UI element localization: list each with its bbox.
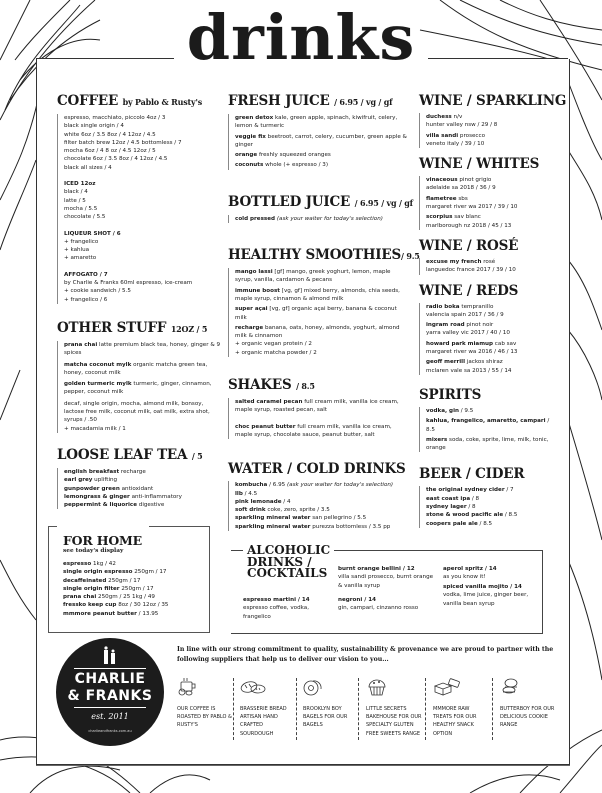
menu-item: veggie fix beetroot, carrot, celery, cucumber, green apple & ginger — [235, 133, 407, 148]
page-title: drinks — [186, 1, 416, 74]
menu-item: prana chai latte premium black tea, honey, ginger & 9 spices — [64, 341, 221, 357]
coffee-line: white 6oz / 3.5 8oz / 4 12oz / 4.5 — [64, 131, 156, 138]
coffee-heading: COFFEE by Pablo & Rusty's — [57, 93, 203, 109]
cocktails-heading: ALCOHOLIC DRINKS / COCKTAILS — [243, 545, 334, 580]
menu-item: sydney lager / 8 — [426, 504, 476, 511]
supplier-divider — [296, 678, 297, 740]
supplier-divider — [358, 678, 359, 740]
rose-section — [419, 258, 559, 275]
other-stuff-heading: OTHER STUFF 12OZ / 5 — [57, 319, 208, 336]
menu-item: coconuts whole (+ espresso / 3) — [235, 162, 328, 169]
bottled-juice-section — [228, 215, 408, 223]
other-stuff-section — [57, 341, 222, 433]
wine-detail: marlborough nz 2018 / 45 / 13 — [426, 222, 512, 229]
menu-item: super açai [vg, gf] organic açai berry, banana & coconut milk — [235, 306, 397, 321]
menu-item: coopers pale ale / 8.5 — [426, 520, 493, 527]
wine-item: excuse my french rosé — [426, 258, 496, 265]
menu-item: mixers soda, coke, sprite, lime, milk, tonic, orange — [426, 436, 549, 452]
macadamia-line: + macadamia milk / 1 — [64, 425, 126, 432]
wine-detail: yarra valley vic 2017 / 40 / 10 — [426, 330, 510, 337]
wine-item: vinaceous pinot grigio — [426, 177, 492, 184]
cocktail-item: burnt orange bellini / 12 villa sandi prosecco, burnt orange & vanilla syrup — [338, 566, 434, 589]
coffee-line: espresso, macchiato, piccolo 4oz / 3 — [64, 115, 166, 121]
water-heading: WATER / COLD DRINKS — [228, 461, 406, 478]
menu-item: english breakfast recharge — [64, 468, 146, 475]
menu-item: salted caramel pecan full cream milk, vanilla ice cream, maple syrup, roasted pecan, salt — [235, 399, 399, 414]
menu-item: the original sydney cider / 7 — [426, 487, 514, 494]
beer-section — [419, 486, 559, 527]
menu-item: single origin espresso 250gm / 17 — [63, 569, 167, 576]
wine-item: ingram road pinot noir — [426, 322, 494, 329]
wine-detail: hunter valley nsw / 29 / 8 — [426, 122, 498, 129]
for-home-subheading: see today's display — [63, 548, 124, 554]
supplier-item: BROOKLYN BOY BAGELS FOR OUR BAGELS — [303, 676, 359, 730]
wine-detail: mclaren vale sa 2013 / 55 / 14 — [426, 367, 512, 374]
menu-item: vodka, gin / 9.5 — [426, 407, 474, 414]
menu-item: soft drink coke, zero, sprite / 3.5 — [235, 507, 330, 514]
menu-item: mmmore peanut butter / 13.95 — [63, 610, 159, 617]
menu-item: matcha coconut mylk organic matcha green tea, honey, coconut milk — [64, 361, 208, 376]
menu-item: sparkling mineral water purezza bottomless / 3.5 pp — [235, 523, 391, 530]
middle-column — [228, 93, 420, 549]
menu-item: choc peanut butter full cream milk, vanilla ice cream, maple syrup, chocolate sauce, peanut butter, salt — [235, 423, 392, 438]
menu-item: kombucha / 6.95 (ask your waiter for today's selection) — [235, 482, 394, 489]
coffee-line: mocha 6oz / 4 8 oz / 4.5 12oz / 5 — [64, 148, 156, 155]
supplier-item: OUR COFFEE IS ROASTED BY PABLO & RUSTY'S — [177, 676, 233, 730]
smoothies-section — [228, 268, 408, 357]
wine-item: scorpius sav blanc — [426, 214, 481, 221]
coffee-line: chocolate 6oz / 3.5 8oz / 4 12oz / 4.5 — [64, 156, 168, 163]
supplier-divider — [425, 678, 426, 740]
two-figures-icon — [102, 646, 118, 664]
wine-item: geoff merrill jackos shiraz — [426, 359, 503, 366]
iced-line: mocha / 5.5 — [64, 205, 98, 212]
supplier-item: BUTTERBOY FOR OUR DELICIOUS COOKIE RANGE — [500, 676, 556, 730]
sparkling-heading: WINE / SPARKLING — [419, 93, 567, 109]
menu-item: green detox kale, green apple, spinach, kiwifruit, celery, lemon & turmeric — [235, 115, 398, 130]
menu-item: prana chai 250gm / 25 1kg / 49 — [63, 594, 155, 601]
reds-heading: WINE / REDS — [419, 282, 519, 299]
sparkling-section — [419, 113, 559, 148]
coffee-cup-icon — [177, 677, 199, 697]
affogato-line: + cookie sandwich / 5.5 — [64, 288, 131, 295]
addon-line: + organic vegan protein / 2 — [235, 341, 312, 348]
cocktail-item: aperol spritz / 14 as you know it! — [443, 566, 497, 581]
menu-item: east coast ipa / 8 — [426, 495, 480, 502]
liqueur-line: + amaretto — [64, 255, 97, 262]
liqueur-line: + kahlua — [64, 247, 90, 254]
affogato-heading: AFFOGATO / 7 — [64, 271, 108, 278]
coffee-line: black all sizes / 4 — [64, 164, 112, 171]
menu-item: decaffeinated 250gm / 17 — [63, 577, 141, 584]
menu-item: espresso 1kg / 42 — [63, 561, 116, 567]
menu-item: lemongrass & ginger anti-inflammatory — [64, 493, 182, 500]
menu-item: llb / 4.5 — [235, 490, 258, 497]
menu-item: fressko keep cup 8oz / 30 12oz / 35 — [63, 602, 169, 609]
cupcake-icon — [366, 677, 388, 697]
shakes-heading: SHAKES / 8.5 — [228, 377, 315, 394]
for-home-box — [48, 526, 210, 633]
menu-item: stone & wood pacific ale / 8.5 — [426, 512, 518, 519]
menu-item: recharge banana, oats, honey, almonds, yoghurt, almond milk & cinnamon — [235, 324, 400, 340]
wine-detail: adelaide sa 2018 / 36 / 9 — [426, 185, 496, 192]
logo-line1: CHARLIE — [74, 671, 146, 687]
wine-detail: margaret river wa 2016 / 46 / 13 — [426, 349, 518, 356]
menu-item: peppermint & liquorice digestive — [64, 502, 165, 509]
right-column — [419, 93, 567, 546]
wine-item: villa sandi prosecco — [426, 132, 485, 139]
reds-section — [419, 303, 559, 375]
logo-url: charlieandfranks.com.au — [88, 729, 132, 733]
fresh-juice-heading: FRESH JUICE / 6.95 / vg / gf — [228, 93, 393, 109]
logo-established: est. 2011 — [91, 712, 129, 721]
logo-line2: & FRANKS — [67, 688, 153, 704]
spirits-heading: SPIRITS — [419, 386, 482, 403]
wine-detail: margaret river wa 2017 / 39 / 10 — [426, 204, 518, 211]
bottled-juice-heading: BOTTLED JUICE / 6.95 / vg / gf — [228, 193, 413, 210]
wine-item: duchess n/v — [426, 114, 463, 120]
liqueur-line: + frangelico — [64, 238, 99, 245]
menu-item: kahlua, frangelico, amaretto, campari / 8.5 — [426, 418, 550, 433]
supplier-item: MMMORE RAW TREATS FOR OUR HEALTHY SNACK OPTION — [433, 676, 489, 738]
wine-detail: valencia spain 2017 / 36 / 9 — [426, 311, 504, 318]
extras-line: decaf, single origin, mocha, almond milk, bonsoy, lactose free milk, coconut milk, oat milk, extra shot, syrups / .50 — [64, 400, 210, 424]
iced-line: chocolate / 5.5 — [64, 214, 106, 221]
supplier-item: BRASSERIE BREAD ARTISAN HAND CRAFTED SOURDOUGH — [240, 676, 296, 738]
affogato-line: by Charlie & Franks 60ml espresso, ice-cream — [64, 280, 193, 287]
cocktails-box — [231, 543, 543, 634]
cocktail-item: negroni / 14 gin, campari, cinzanno rosso — [338, 597, 419, 612]
supplier-divider — [492, 678, 493, 740]
cocktail-item: espresso martini / 14 espresso coffee, vodka, frangelico — [243, 597, 310, 620]
cocktail-item: spiced vanilla mojito / 14 vodka, lime juice, ginger beer, vanilla bean syrup — [443, 584, 529, 607]
wine-item: radio boka tempranillo — [426, 303, 494, 310]
wine-detail: veneto italy / 39 / 10 — [426, 140, 485, 147]
coffee-section — [57, 114, 222, 304]
beer-heading: BEER / CIDER — [419, 466, 525, 483]
menu-item: golden turmeric mylk turmeric, ginger, cinnamon, pepper, coconut milk — [64, 381, 212, 396]
menu-item: single origin filter 250gm / 17 — [63, 585, 154, 592]
smoothies-heading: HEALTHY SMOOTHIES/ 9.5 — [228, 247, 420, 264]
water-section — [228, 481, 408, 531]
iced-line: latte / 5 — [64, 197, 86, 204]
addon-line: + organic matcha powder / 2 — [235, 349, 317, 356]
coffee-line: black single origin / 4 — [64, 123, 124, 130]
menu-item: cold pressed (ask your waiter for today's selection) — [235, 215, 383, 222]
for-home-heading: FOR HOME — [63, 533, 142, 548]
bread-loaf-icon — [240, 679, 266, 695]
wine-item: howard park miamup cab sav — [426, 340, 517, 347]
menu-item: immune boost [vg, gf] mixed berry, almonds, chia seeds, maple syrup, cinnamon & almond milk — [235, 287, 400, 302]
rose-heading: WINE / ROSÉ — [419, 237, 519, 254]
menu-item: earl grey uplifting — [64, 477, 118, 484]
tea-heading: LOOSE LEAF TEA / 5 — [57, 446, 203, 463]
bagel-icon — [303, 677, 323, 697]
fresh-juice-section — [228, 114, 408, 170]
menu-item: orange freshly squeezed oranges — [235, 152, 331, 159]
shakes-section — [228, 398, 408, 439]
suppliers-intro: In line with our strong commitment to quality, sustainability & provenance we are proud to partner with the following suppliers that help us to deliver our vision to you... — [177, 646, 554, 663]
snack-box-icon — [433, 678, 461, 696]
cookie-sandwich-icon — [500, 678, 520, 696]
tea-section — [57, 468, 222, 509]
affogato-line: + frangelico / 6 — [64, 296, 108, 303]
supplier-divider — [233, 678, 234, 740]
spirits-section — [419, 407, 559, 452]
whites-heading: WINE / WHITES — [419, 156, 540, 173]
iced-heading: ICED 12oz — [64, 181, 96, 188]
menu-item: mango lassi [gf] mango, greek yoghurt, lemon, maple syrup, vanilla, cardamon & pecans — [235, 269, 391, 284]
supplier-item: LITTLE SECRETS BAKEHOUSE FOR OUR SPECIALTY GLUTEN FREE SWEETS RANGE — [366, 676, 422, 738]
menu-item: pink lemonade / 4 — [235, 498, 291, 505]
wine-detail: languedoc france 2017 / 39 / 10 — [426, 267, 516, 274]
wine-item: flametree sbs — [426, 195, 468, 202]
menu-item: sparkling mineral water san pellegrino / 5.5 — [235, 515, 367, 522]
left-column — [57, 93, 222, 527]
menu-item: gunpowder green antioxidant — [64, 485, 154, 492]
charlie-franks-logo — [56, 638, 164, 746]
iced-line: black / 4 — [64, 189, 88, 196]
liqueur-heading: LIQUEUR SHOT / 6 — [64, 230, 121, 237]
coffee-line: filter batch brew 12oz / 4.5 bottomless / 7 — [64, 139, 182, 146]
whites-section — [419, 176, 559, 230]
